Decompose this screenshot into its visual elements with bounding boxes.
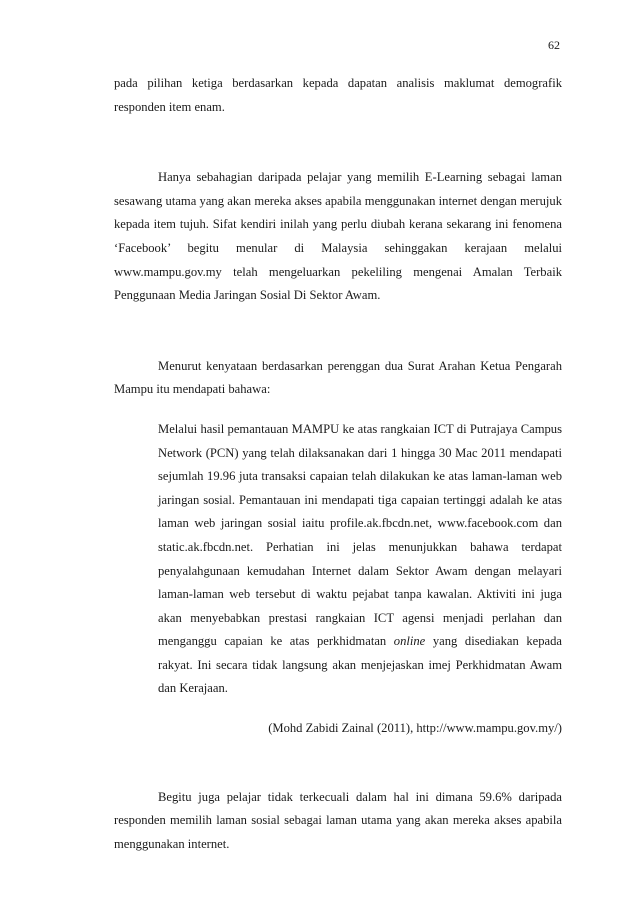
page-number: 62 — [548, 38, 560, 52]
quote-text — [158, 418, 562, 701]
paragraph-laman-sosial: Begitu juga pelajar tidak terkecuali dalam hal ini dimana 59.6% daripada responden memilih laman sosial sebagai laman utama yang akan mereka akses apabila menggunakan internet. — [114, 789, 562, 851]
block-quote — [114, 418, 562, 701]
quote-text-part-2: yang disediakan kepada rakyat. Ini secara tidak langsung akan menjejaskan imej Perkhidmatan Awam dan Kerajaan. — [158, 634, 562, 696]
paragraph-elearning: Hanya sebahagian daripada pelajar yang memilih E-Learning sebagai laman sesawang utama yang akan mereka akses apabila menggunakan internet dengan merujuk kepada item tujuh. Sifat kendiri inilah yang perlu diubah kerana sekarang ini fenomena ‘Facebook’ begitu menular di Malaysia sehinggakan kerajaan melalui www.mampu.gov.my telah mengeluarkan pekeliling mengenai Amalan Terbaik Penggunaan Media Jaringan Sosial Di Sektor Awam. — [114, 170, 562, 303]
quote-text-part-1: Melalui hasil pemantauan MAMPU ke atas rangkaian ICT di Putrajaya Campus Network (PCN) yang telah dilaksanakan dari 1 hingga 30 Mac 2011 mendapati sejumlah 19.96 juta transaksi capaian telah dilakukan ke atas laman-laman web jaringan sosial. Pemantauan ini mendapati tiga capaian tertinggi adalah ke atas laman web jaringan sosial iaitu profile.ak.fbcdn.net, www.facebook.com dan static.ak.fbcdn.net. Perhatian ini jelas menunjukkan bahawa terdapat penyalahgunaan kemudahan Internet dalam Sektor Awam dengan melayari laman-laman web tersebut di waktu pejabat tanpa kawalan. Aktiviti ini juga akan menyebabkan prestasi rangkaian ICT agensi menjadi perlahan dan menganggu capaian ke atas perkhidmatan — [158, 421, 562, 649]
paragraph-continuation: pada pilihan ketiga berdasarkan kepada dapatan analisis maklumat demografik responden item enam. — [114, 76, 562, 114]
quote-citation: (Mohd Zabidi Zainal (2011), http://www.mampu.gov.my/) — [268, 721, 562, 736]
quote-italic-word: online — [393, 634, 426, 649]
document-body — [114, 72, 562, 856]
paragraph-surat-arahan: Menurut kenyataan berdasarkan perenggan dua Surat Arahan Ketua Pengarah Mampu itu mendapati bahawa: — [114, 358, 562, 397]
